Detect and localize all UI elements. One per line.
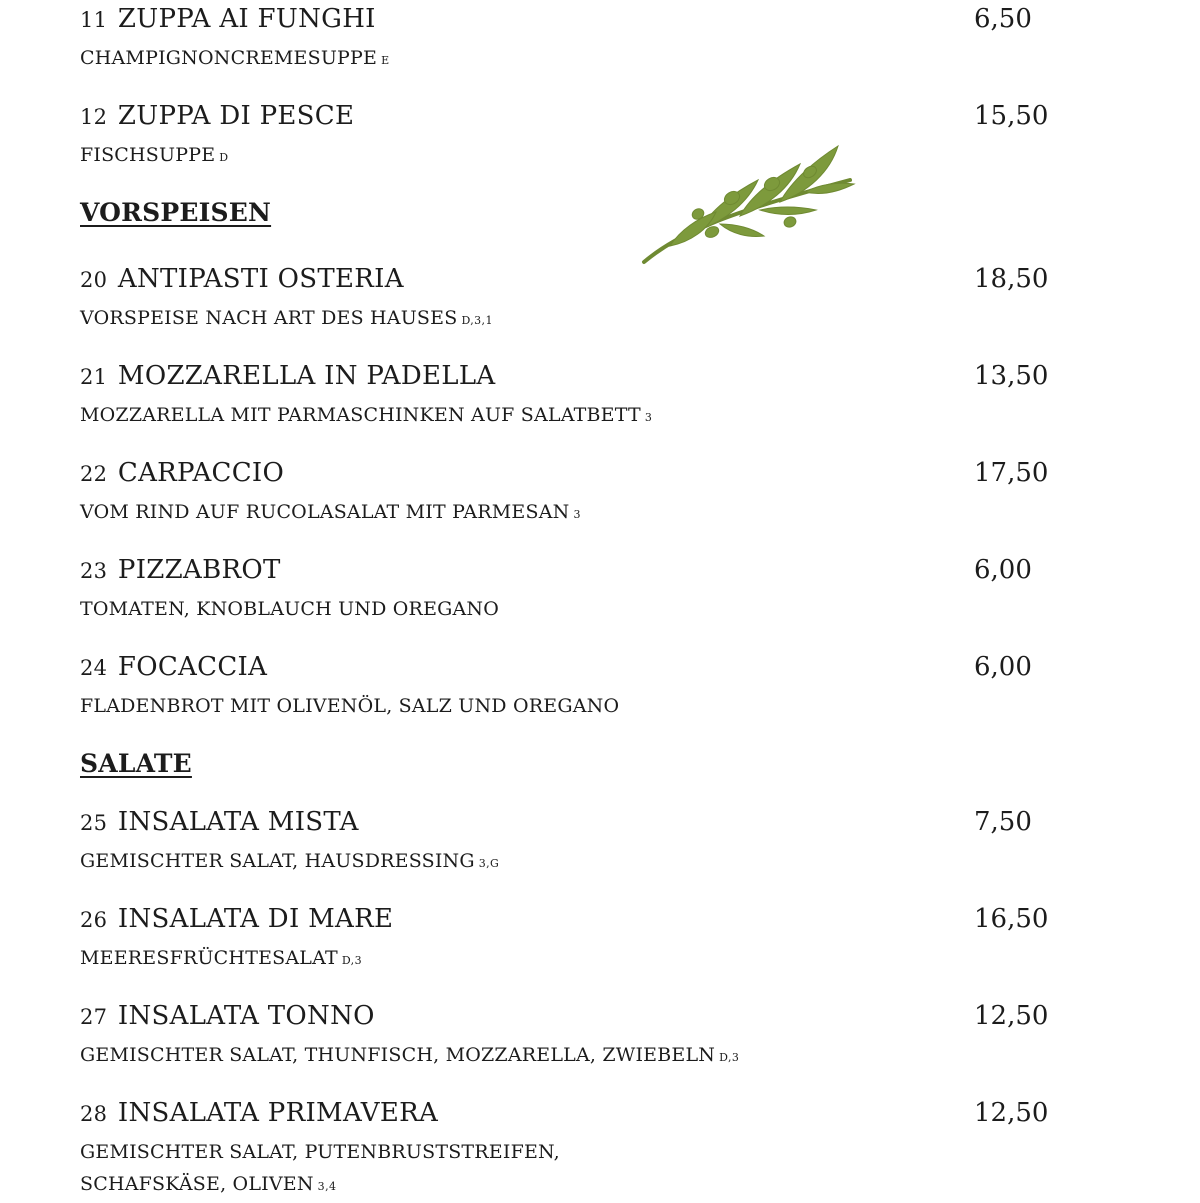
item-description — [80, 942, 1080, 977]
item-title — [80, 101, 1080, 132]
item-number: 12 — [80, 105, 108, 129]
menu-item — [80, 361, 1080, 434]
item-name: FOCACCIA — [117, 652, 268, 682]
item-title — [80, 1001, 1080, 1032]
item-description — [80, 139, 600, 174]
item-number: 20 — [80, 268, 108, 292]
allergen-codes: 3 — [644, 411, 653, 424]
item-description-text: VORSPEISE NACH ART DES HAUSES — [80, 307, 458, 329]
menu-item — [80, 652, 1080, 722]
allergen-codes: D,3 — [341, 954, 362, 967]
item-price: 16,50 — [974, 904, 1049, 934]
item-description — [80, 496, 1080, 531]
olive-branch-icon — [640, 140, 860, 270]
menu-item — [80, 4, 1080, 77]
item-price: 7,50 — [974, 807, 1032, 837]
section-heading-salate: SALATE — [80, 749, 192, 778]
allergen-codes: E — [381, 54, 390, 67]
item-title — [80, 652, 1080, 683]
item-description — [80, 1136, 580, 1203]
item-number: 22 — [80, 462, 108, 486]
item-title — [80, 264, 1080, 295]
item-description-text: GEMISCHTER SALAT, THUNFISCH, MOZZARELLA, ZWIEBELN — [80, 1044, 716, 1066]
menu-item — [80, 807, 1080, 880]
menu-item — [80, 264, 1080, 337]
item-name: MOZZARELLA IN PADELLA — [117, 361, 496, 391]
item-number: 23 — [80, 559, 108, 583]
item-description-text: VOM RIND AUF RUCOLASALAT MIT PARMESAN — [80, 501, 570, 523]
item-number: 27 — [80, 1005, 108, 1029]
item-description-text: CHAMPIGNONCREMESUPPE — [80, 47, 378, 69]
menu-item — [80, 458, 1080, 531]
item-name: CARPACCIO — [117, 458, 285, 488]
item-description-text: FISCHSUPPE — [80, 144, 216, 166]
menu-item — [80, 1098, 1080, 1203]
item-description-text: MOZZARELLA MIT PARMASCHINKEN AUF SALATBETT — [80, 404, 641, 426]
item-title — [80, 807, 1080, 838]
item-description — [80, 845, 1080, 880]
item-name: PIZZABROT — [117, 555, 281, 585]
allergen-codes: 3,4 — [317, 1180, 337, 1193]
allergen-codes: D,3 — [719, 1051, 740, 1064]
menu-item — [80, 101, 1080, 174]
allergen-codes: D,3,1 — [461, 314, 493, 327]
item-description — [80, 690, 1080, 722]
menu-item — [80, 555, 1080, 625]
item-description-text: GEMISCHTER SALAT, PUTENBRUSTSTREIFEN, SCHAFSKÄSE, OLIVEN — [80, 1141, 560, 1195]
item-price: 12,50 — [974, 1098, 1049, 1128]
item-price: 18,50 — [974, 264, 1049, 294]
section-heading-vorspeisen: VORSPEISEN — [80, 198, 272, 227]
item-price: 17,50 — [974, 458, 1049, 488]
item-number: 25 — [80, 811, 108, 835]
item-title — [80, 4, 1080, 35]
item-description-text: TOMATEN, KNOBLAUCH UND OREGANO — [80, 598, 500, 620]
menu-item — [80, 904, 1080, 977]
item-description-text: MEERESFRÜCHTESALAT — [80, 947, 338, 969]
item-title — [80, 1098, 1080, 1129]
item-number: 24 — [80, 656, 108, 680]
item-price: 13,50 — [974, 361, 1049, 391]
item-number: 21 — [80, 365, 108, 389]
item-title — [80, 904, 1080, 935]
item-description — [80, 42, 600, 77]
item-description — [80, 593, 1080, 625]
item-description — [80, 399, 1080, 434]
item-title — [80, 361, 1080, 392]
item-price: 6,00 — [974, 555, 1032, 585]
menu-item — [80, 1001, 1080, 1074]
item-price: 15,50 — [974, 101, 1049, 131]
item-description-text: GEMISCHTER SALAT, HAUSDRESSING — [80, 850, 475, 872]
item-number: 11 — [80, 8, 108, 32]
item-number: 28 — [80, 1102, 108, 1126]
allergen-codes: 3,G — [478, 857, 500, 870]
item-description-text: FLADENBROT MIT OLIVENÖL, SALZ UND OREGANO — [80, 695, 620, 717]
item-name: ZUPPA DI PESCE — [117, 101, 355, 131]
item-price: 6,00 — [974, 652, 1032, 682]
item-name: INSALATA TONNO — [117, 1001, 375, 1031]
item-number: 26 — [80, 908, 108, 932]
item-name: ANTIPASTI OSTERIA — [117, 264, 404, 294]
item-description — [80, 302, 600, 337]
item-price: 6,50 — [974, 4, 1032, 34]
item-name: INSALATA DI MARE — [117, 904, 394, 934]
item-price: 12,50 — [974, 1001, 1049, 1031]
allergen-codes: 3 — [573, 508, 581, 521]
item-title — [80, 555, 1080, 586]
item-name: INSALATA PRIMAVERA — [117, 1098, 439, 1128]
allergen-codes: D — [219, 151, 229, 164]
item-name: ZUPPA AI FUNGHI — [117, 4, 376, 34]
item-title — [80, 458, 1080, 489]
item-description — [80, 1039, 1080, 1074]
item-name: INSALATA MISTA — [117, 807, 359, 837]
